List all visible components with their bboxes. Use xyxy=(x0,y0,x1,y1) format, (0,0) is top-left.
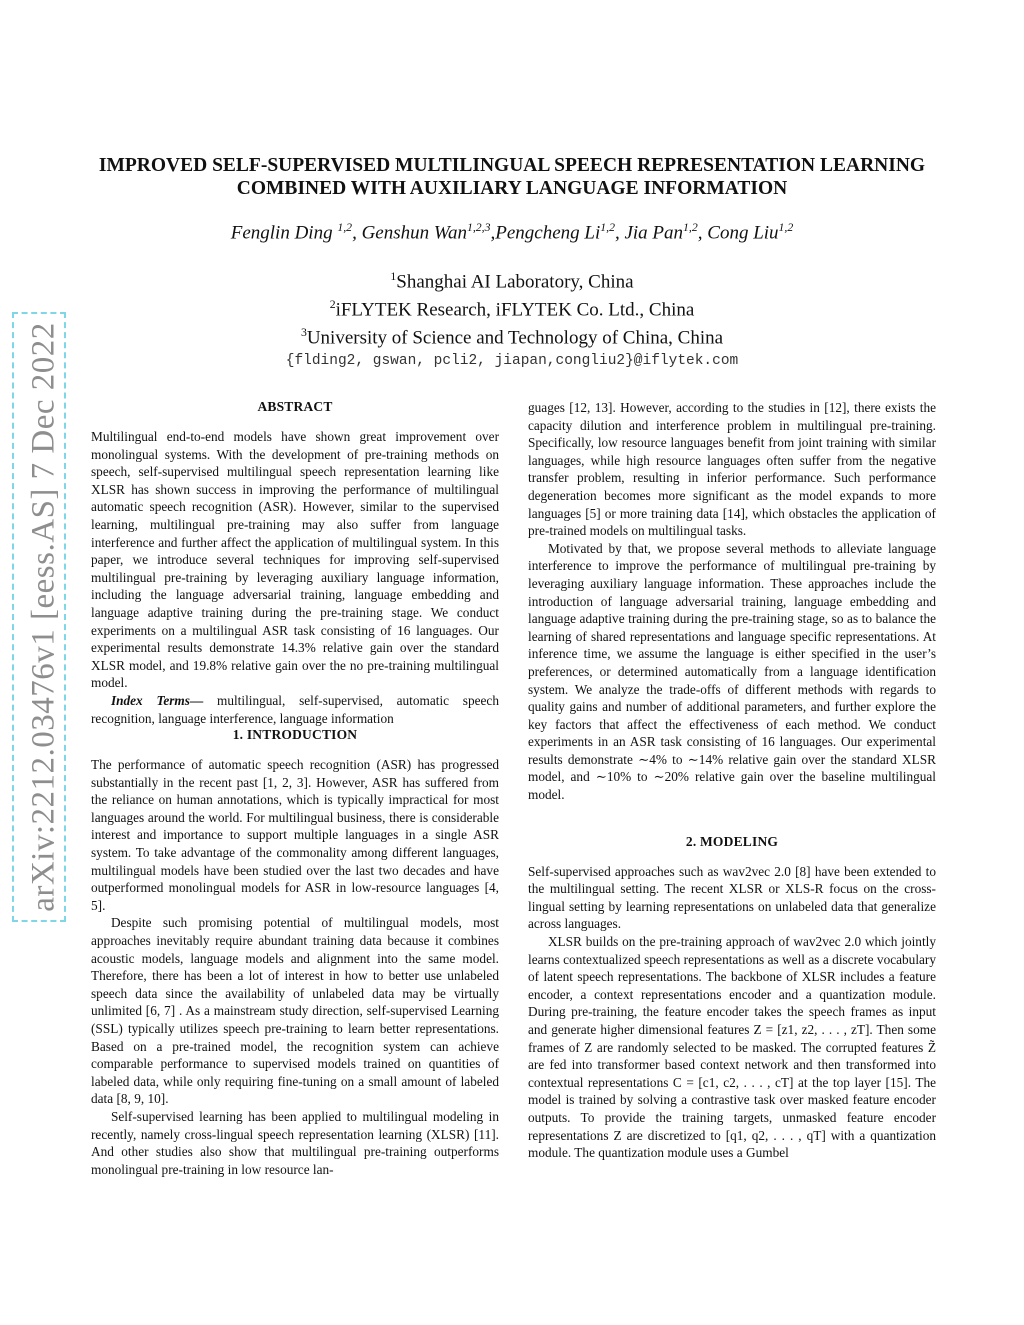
intro-paragraph-1: The performance of automatic speech recognition (ASR) has progressed substantially in the recent past [1, 2, 3]. However, ASR has suffered from the reliance on human annotations, which is typically impractical for most languages around the world. For multilingual business, there is considerable interest and importance to support multiple languages in a single ASR system. To take advantage of the commonality among different languages, multilingual models have been studied over the last two decades and have outperformed monolingual models for ASR in low-resource languages [4, 5]. xyxy=(91,757,499,913)
affiliations xyxy=(60,266,964,369)
author-emails: {flding2, gswan, pcli2, jiapan,congliu2}@iflytek.com xyxy=(285,353,739,370)
author-1: Fenglin Ding xyxy=(230,222,338,244)
intro-paragraph-3-continued: guages [12, 13]. However, according to the studies in [12], there exists the capacity dilution and interference problem in multilingual pre-training. Specifically, low resource languages benefit from joint training with similar languages, while high resource languages often suffer from the negative transfer problem, resulting in inferior performance. Such performance degeneration becomes more significant as the model expands to more languages [5] or more training data [14], which obstacles the application of pre-trained models on multilingual tasks. xyxy=(528,400,936,539)
abstract-text: Multilingual end-to-end models have shown great improvement over monolingual systems. With the development of pre-training methods on speech, self-supervised multilingual speech representation learning like XLSR has shown success in improving the performance of multilingual automatic speech recognition (ASR). However, similar to the supervised learning, multilingual pre-training may also suffer from language interference and further affect the application of multilingual system. In this paper, we introduce several techniques for improving self-supervised multilingual pre-training by leveraging auxiliary language information, including the language adversarial training, language embedding and language adaptive training during the pre-training stage. We conduct experiments on a multilingual ASR task consisting of 16 languages. Our experimental results demonstrate 14.3% relative gain over the standard XLSR model, and 19.8% relative gain over the no pre-training multilingual model. xyxy=(91,429,499,691)
index-terms xyxy=(91,692,499,727)
index-terms-label: Index Terms— xyxy=(110,692,204,708)
arxiv-identifier: arXiv:2212.03476v1 [eess.AS] 7 Dec 2022 xyxy=(25,322,62,912)
modeling-heading: 2. MODELING xyxy=(685,833,779,849)
modeling-paragraph-2: XLSR builds on the pre-training approach of wav2vec 2.0 which jointly learns contextualized speech representations as well as a discrete vocabulary of latent speech representations. The backbone of XLSR includes a feature encoder, a context representations encoder and a quantization module. During pre-training, the feature encoder takes the speech frames as input and generate higher dimensional features Z = [z1, z2, . . . , zT]. Then some frames of Z are randomly selected to be masked. The corrupted features Z̃ are fed into transformer based context network and then transformed into contextual representations C = [c1, c2, . . . , cT] at the top layer [15]. The model is trained by solving a contrastive task over masked feature encoder outputs. To provide the training targets, unmasked feature encoder representations Z are discretized to [q1, q2, . . . , qT] with a quantization module. The quantization module uses a Gumbel xyxy=(528,934,936,1161)
author-list xyxy=(60,221,964,244)
index-terms-text: multilingual, self-supervised, automatic speech recognition, language interference, language information xyxy=(91,692,499,726)
author-3: ,Pengcheng Li xyxy=(490,222,601,244)
author-2-affil: 1,2,3 xyxy=(466,221,491,234)
author-2: , Genshun Wan xyxy=(352,222,467,244)
affiliation-3: $^3$University of Science and Technology of China, China xyxy=(300,325,724,348)
abstract-heading: ABSTRACT xyxy=(257,399,333,414)
affiliation-2: $^2$iFLYTEK Research, iFLYTEK Co. Ltd., China xyxy=(329,297,695,321)
author-5: , Cong Liu xyxy=(697,222,779,244)
author-4-affil: 1,2 xyxy=(683,221,698,234)
author-5-affil: 1,2 xyxy=(778,221,794,234)
paper-title xyxy=(60,154,964,200)
author-3-affil: 1,2 xyxy=(600,221,615,234)
author-1-affil: 1,2 xyxy=(337,221,353,234)
introduction-heading: 1. INTRODUCTION xyxy=(232,727,358,743)
intro-paragraph-3: Self-supervised learning has been applied to multilingual modeling in recently, namely cross-lingual speech representation learning (XLSR) [11]. And other studies also show that multilingual pre-training outperforms monolingual pre-training in low resource lan- xyxy=(91,1108,499,1177)
right-column xyxy=(528,399,936,1162)
author-4: , Jia Pan xyxy=(614,222,684,244)
title-line-2: COMBINED WITH AUXILIARY LANGUAGE INFORMATION xyxy=(236,178,788,199)
intro-paragraph-2: Despite such promising potential of multilingual models, most approaches inevitably require abundant training data because it combines acoustic models, language models and alignment into the same model. Therefore, there has been a lot of interest in how to better use unlabeled speech data since the availability of unlabeled data may be virtually unlimited [6, 7] . As a mainstream study direction, self-supervised Learning (SSL) typically utilizes speech pre-training to learn better representations. Based on a pre-trained model, the recognition system can achieve comparable performance to supervised models trained on quantities of labeled data, while only requiring fine-tuning on a small amount of labeled data [8, 9, 10]. xyxy=(91,915,499,1107)
title-line-1: IMPROVED SELF-SUPERVISED MULTILINGUAL SPEECH REPRESENTATION LEARNING xyxy=(98,155,926,176)
left-column xyxy=(91,399,499,1178)
modeling-paragraph-1: Self-supervised approaches such as wav2vec 2.0 [8] have been extended to the multilingual setting. The recent XLSR or XLS-R focus on the cross-lingual setting by learning representations on unlabeled data that generalize across languages. xyxy=(528,863,936,932)
affiliation-1: $^1$Shanghai AI Laboratory, China xyxy=(390,270,634,293)
intro-paragraph-4: Motivated by that, we propose several methods to alleviate language interference to improve the performance of multilingual pre-training by leveraging auxiliary language information. These approaches include the introduction of language adversarial training, language embedding and language adaptive training during the pre-training stage, so as to balance the learning of shared representations and language specific representations. At inference time, we assume the language is either specified in the user’s preferences, or determined automatically from a language identification system. We analyze the trade-offs of different methods with regards to quality gains and number of additional parameters, and further explore the key factors that affect the effectiveness of each method. We conduct experiments in an ASR task consisting of 16 languages. Our experimental results demonstrate ∼4% to ∼14% relative gain over the standard XLSR model, and ∼10% to ∼20% relative gain over the baseline multilingual model. xyxy=(528,540,936,803)
